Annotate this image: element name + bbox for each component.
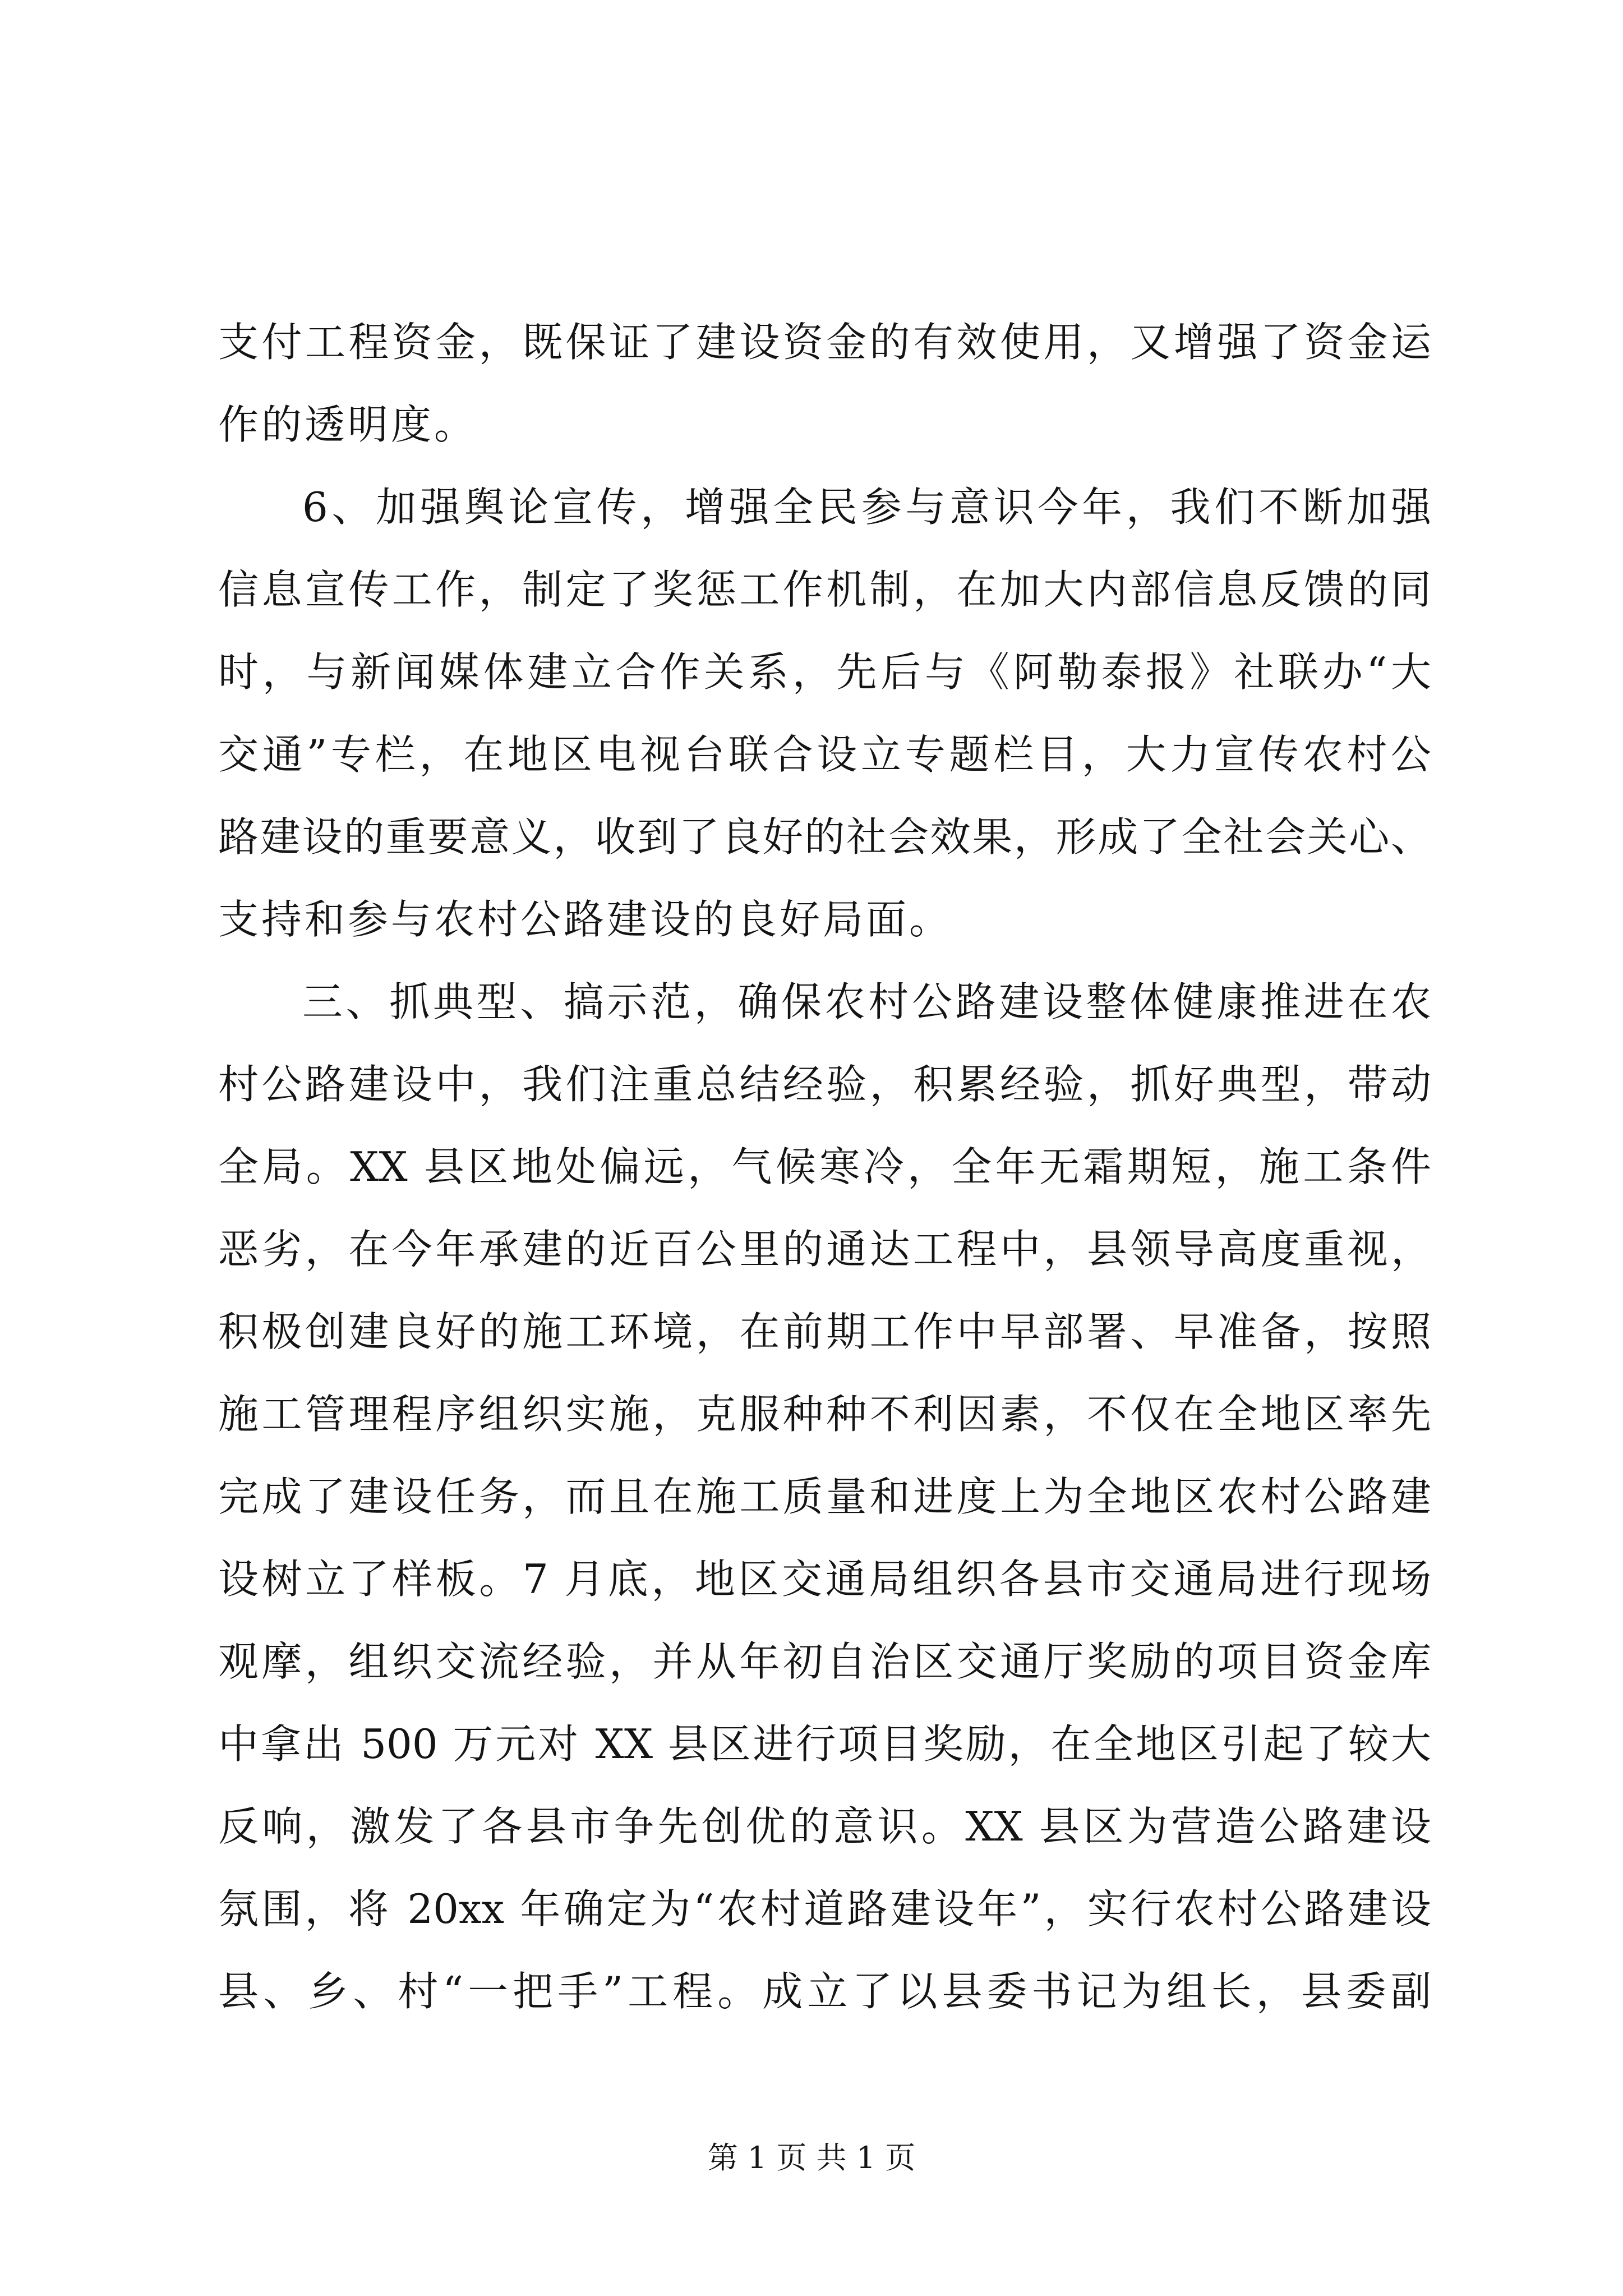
text-line: 中拿出 500 万元对 XX 县区进行项目奖励，在全地区引起了较大 [218, 1720, 1431, 1768]
text-line: 路建设的重要意义，收到了良好的社会效果，形成了全社会关心、 [218, 813, 1431, 861]
text-line: 时，与新闻媒体建立合作关系，先后与《阿勒泰报》社联办“大 [218, 648, 1431, 696]
text-line: 三、抓典型、搞示范，确保农村公路建设整体健康推进在农 [302, 978, 1431, 1025]
text-line: 村公路建设中，我们注重总结经验，积累经验，抓好典型，带动 [218, 1061, 1431, 1108]
text-line: 县、乡、村“一把手”工程。成立了以县委书记为组长，县委副 [218, 1968, 1431, 2015]
page-number-footer: 第 1 页 共 1 页 [707, 2140, 916, 2175]
text-line: 积极创建良好的施工环境，在前期工作中早部署、早准备，按照 [218, 1308, 1431, 1355]
text-line: 作的透明度。 [218, 401, 478, 448]
text-line: 观摩，组织交流经验，并从年初自治区交通厅奖励的项目资金库 [218, 1638, 1431, 1685]
text-line: 支付工程资金，既保证了建设资金的有效使用，又增强了资金运 [218, 319, 1431, 366]
text-line: 6、加强舆论宣传，增强全民参与意识今年，我们不断加强 [302, 484, 1431, 531]
paragraph-continued [218, 301, 1431, 466]
text-line: 全局。XX 县区地处偏远，气候寒冷，全年无霜期短，施工条件 [218, 1143, 1431, 1190]
paragraph-demonstration [218, 961, 1431, 2033]
text-line: 交通”专栏，在地区电视台联合设立专题栏目，大力宣传农村公 [218, 731, 1431, 778]
text-line: 支持和参与农村公路建设的良好局面。 [218, 896, 953, 943]
paragraph-publicity [218, 466, 1431, 961]
text-line: 设树立了样板。7 月底，地区交通局组织各县市交通局进行现场 [218, 1556, 1431, 1603]
text-line: 反响，激发了各县市争先创优的意识。XX 县区为营造公路建设 [218, 1803, 1431, 1850]
text-line: 恶劣，在今年承建的近百公里的通达工程中，县领导高度重视， [218, 1226, 1431, 1273]
text-line: 施工管理程序组织实施，克服种种不利因素，不仅在全地区率先 [218, 1391, 1431, 1438]
text-line: 氛围，将 20xx 年确定为“农村道路建设年”，实行农村公路建设 [218, 1885, 1431, 1932]
text-line: 完成了建设任务，而且在施工质量和进度上为全地区农村公路建 [218, 1473, 1431, 1520]
body-text [218, 301, 1431, 2033]
text-line: 信息宣传工作，制定了奖惩工作机制，在加大内部信息反馈的同 [218, 566, 1431, 613]
